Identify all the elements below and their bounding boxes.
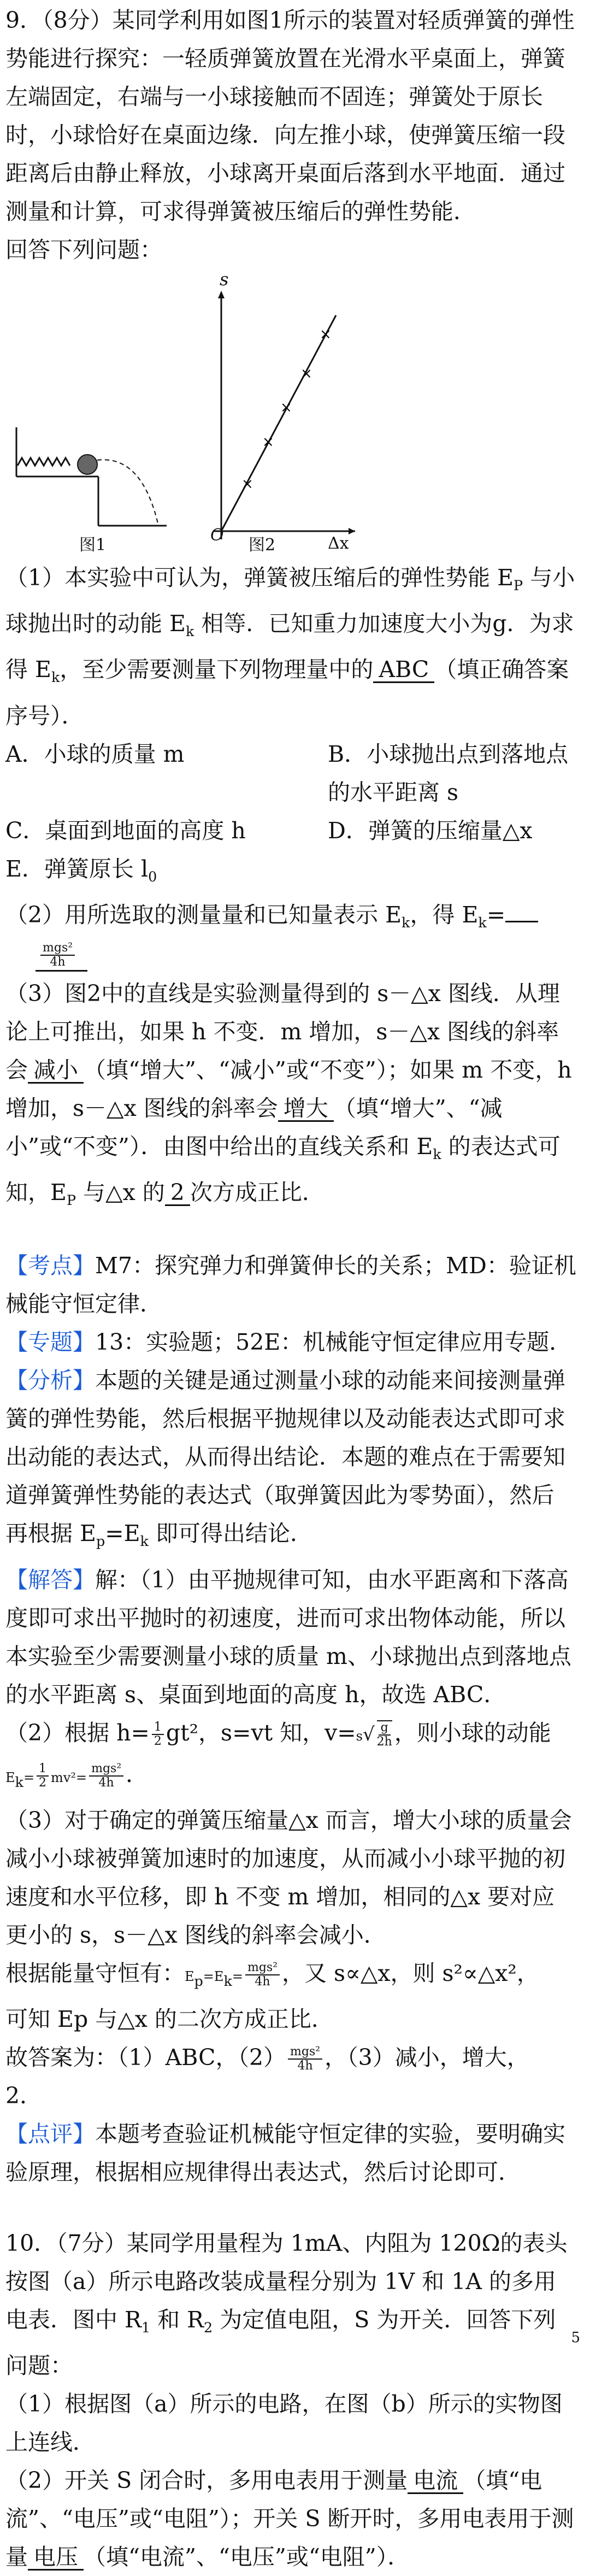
answer-summary-2: 2． xyxy=(5,2082,43,2109)
q9-intro: 9．（8分）某同学利用如图1所示的装置对轻质弹簧的弹性势能进行探究：一轻质弹簧放置在光滑水平桌面上，弹簧左端固定，右端与一小球接触而不固连；弹簧处于原长时，小球恰好在桌面边缘．向左推小球，使弹簧压缩一段距离后由静止释放，小球离开桌面后落到水平地面．通过测量和计算，可求得弹簧被压缩后的弹性势能． xyxy=(5,7,575,225)
option-a: A．小球的质量 m xyxy=(5,740,185,767)
option-c: C．桌面到地面的高度 h xyxy=(5,817,246,844)
zhuanti: 【专题】13：实验题；52E：机械能守恒定律应用专题． xyxy=(5,1329,572,1356)
svg-text:×: × xyxy=(262,434,274,450)
page xyxy=(5,0,576,2576)
jieda-1: 【解答】解：（1）由平抛规律可知，由水平距离和下落高度即可求出平抛时的初速度，进而可求出物体动能，所以本实验至少需要测量小球的质量 m、小球抛出点到落地点的水平距离 s、桌面到地面的高度 h，故选 ABC． xyxy=(5,1566,571,1708)
jieda-3: （3）对于确定的弹簧压缩量△x 而言，增大小球的质量会减小小球被弹簧加速时的加速度，从而减小小球平抛的初速度和水平位移，即 h 不变 m 增加，相同的△x 要对应更小的 s，s－△x 图线的斜率会减小． xyxy=(5,1807,572,1948)
answer-current: 电流 xyxy=(408,2469,463,2494)
q9-part2: （2）用所选取的测量量和已知量表示 $E_k$，得 $E_k=$ xyxy=(5,896,576,942)
jieda-4b: 可知 Ep 与△x 的二次方成正比． xyxy=(5,2005,334,2032)
svg-text:×: × xyxy=(300,366,312,382)
option-e: E．弹簧原长 $l_0$ xyxy=(5,855,157,885)
svg-text:×: × xyxy=(320,326,332,343)
q9-options xyxy=(5,735,576,896)
q10-intro: 10．（7分）某同学用量程为 1mA、内阻为 120Ω的表头按图（a）所示电路改装成量程分别为 1V 和 1A 的多用电表．图中 $R_1$ 和 $R_2$ 为定值电阻，S 为开关．回答下列问题： xyxy=(5,2230,568,2379)
jieda-2-ek: $E_k=$ $\frac{1}{2}$ mv²= $\frac{\text{mgs²}}{4h}$ ． xyxy=(5,1761,149,1790)
figure-1-apparatus xyxy=(16,427,167,526)
dianping: 【点评】本题考查验证机械能守恒定律的实验，要明确实验原理，根据相应规律得出表达式，然后讨论即可． xyxy=(5,2120,565,2185)
answer-summary: 故答案为：（1）ABC，（2） $\frac{\text{mgs²}}{4h}$ ，（3）减小，增大， xyxy=(5,2044,529,2073)
option-b: B．小球抛出点到落地点的水平距离 s xyxy=(328,740,569,805)
fig2-label: 图2 xyxy=(249,536,276,555)
fig2-axis-dx: Δx xyxy=(328,534,349,553)
q9-prompt: 回答下列问题： xyxy=(5,237,162,263)
jieda-4: 根据能量守恒有：$E_p=E_k=$ $\frac{\text{mgs²}}{4h}$ ，又 s∝△x，则 s²∝△x²， xyxy=(5,1960,539,1989)
answer-increase: 增大 xyxy=(278,1097,334,1122)
answer-abc: ABC xyxy=(373,658,434,683)
figure-2-graph xyxy=(213,291,355,539)
answer-voltage: 电压 xyxy=(28,2545,84,2571)
fig2-origin: O xyxy=(210,526,224,545)
figures-row xyxy=(5,269,576,558)
fenxi: 【分析】本题的关键是通过测量小球的动能来间接测量弹簧的弹性势能，然后根据平抛规律以及动能表达式即可求出动能的表达式，从而得出结论．本题的难点在于需要知道弹簧弹性势能的表达式（取弹簧因此为零势面），然后再根据 $E_p=E_k$ 即可得出结论． xyxy=(5,1367,565,1550)
q10-part2: （2）开关 S 闭合时，多用电表用于测量 电流 （填“电流”、“电压”或“电阻”）；开关 S 断开时，多用电表用于测量 电压 （填“电流”、“电压”或“电阻”）． xyxy=(5,2467,574,2571)
answer-decrease: 减小 xyxy=(28,1058,84,1084)
svg-text:×: × xyxy=(280,399,292,416)
page-number: 5 xyxy=(571,2330,580,2346)
q10-part1: （1）根据图（a）所示的电路，在图（b）所示的实物图上连线． xyxy=(5,2391,563,2456)
option-d: D．弹簧的压缩量△x xyxy=(328,817,533,844)
fig2-axis-s: s xyxy=(220,269,229,290)
answer-power: 2 xyxy=(165,1181,190,1206)
answer-ek-formula: mgs² 4h xyxy=(40,942,75,969)
kaodian: 【考点】M7：探究弹力和弹簧伸长的关系；MD：验证机械能守恒定律． xyxy=(5,1252,576,1318)
q9-part2-answer xyxy=(5,942,576,974)
svg-text:×: × xyxy=(241,476,253,492)
fig1-label: 图1 xyxy=(79,536,107,555)
figure-diagrams xyxy=(5,269,355,558)
q9-part1: （1）本实验中可认为，弹簧被压缩后的弹性势能 $E_P$ 与小球抛出时的动能 $E_k$ 相等．已知重力加速度大小为g．为求得 $E_k$，至少需要测量下列物理量中的 ABC （填正确答案序号）． xyxy=(5,564,575,729)
jieda-2: （2）根据 h= $\frac{1}{2}$ gt²，s=vt 知，v=s√ $\frac{g}{2h}$ ，则小球的动能 xyxy=(5,1719,551,1749)
q9-part3: （3）图2中的直线是实验测量得到的 s－△x 图线．从理论上可推出，如果 h 不变．m 增加，s－△x 图线的斜率会 减小 （填“增大”、“减小”或“不变”）；如果 m 不变，h 增加，s－△x 图线的斜率会 增大 （填“增大”、“减小”或“不变”）．由图中给出的直线关系和 $E_k$ 的表达式可知，$E_P$ 与△x 的 2 次方成正比． xyxy=(5,980,572,1209)
